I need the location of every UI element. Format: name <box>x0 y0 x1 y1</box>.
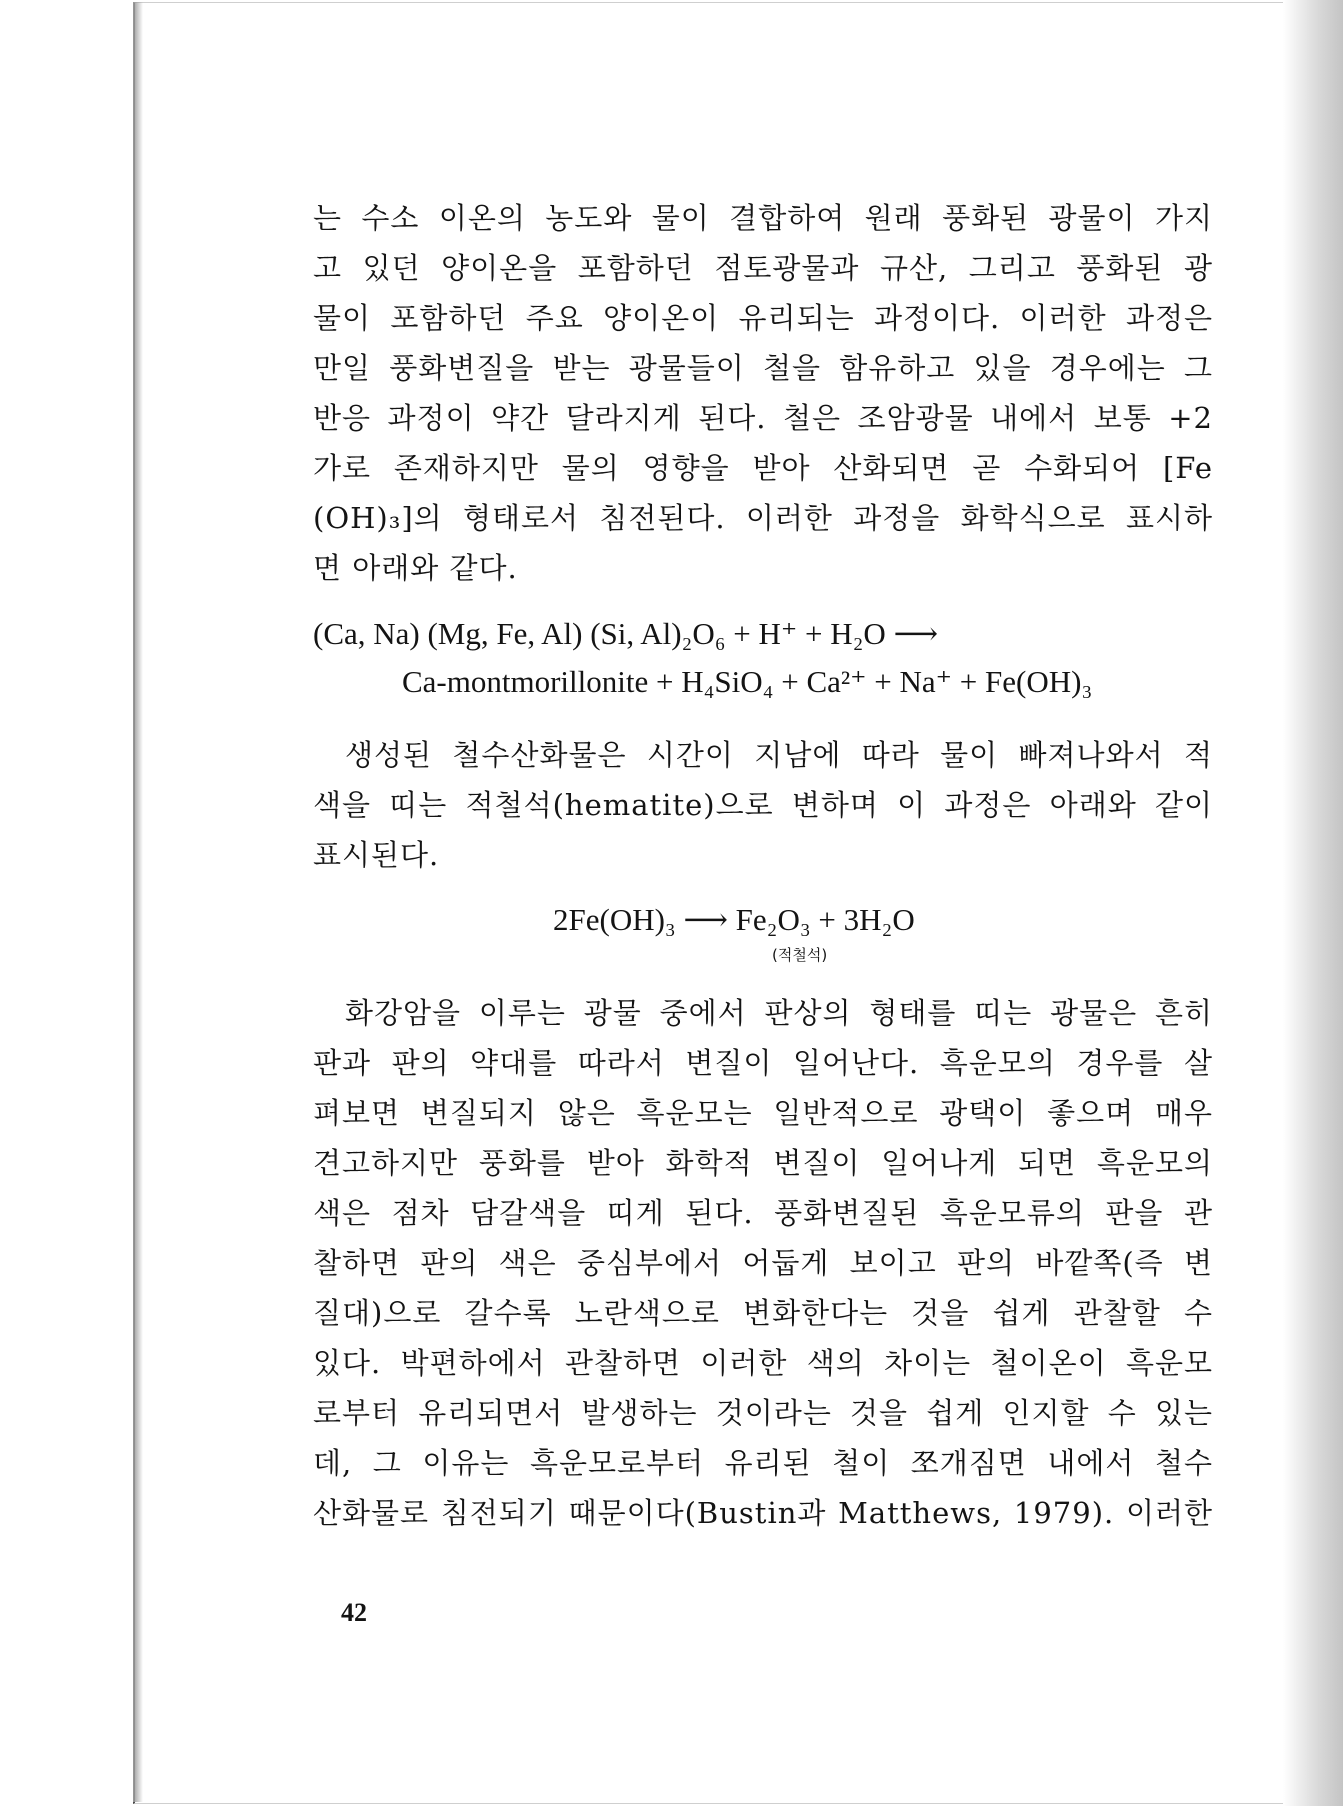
equation-2-label: (적철석) <box>772 946 828 964</box>
text-line: 는 수소 이온의 농도와 물이 결합하여 원래 풍화된 광물이 가지 <box>313 201 1213 235</box>
text-line: 가로 존재하지만 물의 영향을 받아 산화되면 곧 수화되어 [Fe <box>313 451 1213 485</box>
text-line: 색을 띠는 적철석(hematite)으로 변하며 이 과정은 아래와 같이 <box>313 788 1213 822</box>
text-line: 견고하지만 풍화를 받아 화학적 변질이 일어나게 되면 흑운모의 <box>313 1146 1213 1180</box>
spine-shadow <box>133 2 143 1802</box>
paragraph-3 <box>313 988 1213 1538</box>
text-line: 펴보면 변질되지 않은 흑운모는 일반적으로 광택이 좋으며 매우 <box>313 1096 1213 1130</box>
text-line: (OH)₃]의 형태로서 침전된다. 이러한 과정을 화학식으로 표시하 <box>313 501 1213 535</box>
text-line: 생성된 철수산화물은 시간이 지남에 따라 물이 빠져나와서 적 <box>345 738 1213 772</box>
text-line: 면 아래와 같다. <box>313 551 518 585</box>
equation-1-line-1: (Ca, Na) (Mg, Fe, Al) (Si, Al)₂O₆ + H⁺ + H₂O ⟶ <box>313 616 939 651</box>
text-line: 화강암을 이루는 광물 중에서 판상의 형태를 띠는 광물은 흔히 <box>345 996 1213 1030</box>
text-line: 만일 풍화변질을 받는 광물들이 철을 함유하고 있을 경우에는 그 <box>313 351 1213 385</box>
paragraph-2 <box>313 730 1213 880</box>
text-line: 반응 과정이 약간 달라지게 된다. 철은 조암광물 내에서 보통 +2 <box>313 401 1213 435</box>
equation-2: 2Fe(OH)₃ ⟶ Fe₂O₃ + 3H₂O <box>553 902 915 937</box>
text-line: 있다. 박편하에서 관찰하면 이러한 색의 차이는 철이온이 흑운모 <box>313 1346 1213 1380</box>
page-edge-shadow <box>1283 0 1343 1806</box>
text-line: 산화물로 침전되기 때문이다(Bustin과 Matthews, 1979). 이러한 <box>313 1496 1213 1530</box>
equation-1-line-2: Ca-montmorillonite + H₄SiO₄ + Ca²⁺ + Na⁺ + Fe(OH)₃ <box>402 664 1093 699</box>
text-line: 표시된다. <box>313 838 440 872</box>
text-line: 데, 그 이유는 흑운모로부터 유리된 철이 쪼개짐면 내에서 철수 <box>313 1446 1213 1480</box>
text-line: 물이 포함하던 주요 양이온이 유리되는 과정이다. 이러한 과정은 <box>313 301 1213 335</box>
text-line: 판과 판의 약대를 따라서 변질이 일어난다. 흑운모의 경우를 살 <box>313 1046 1213 1080</box>
text-line: 색은 점차 담갈색을 띠게 된다. 풍화변질된 흑운모류의 판을 관 <box>313 1196 1213 1230</box>
text-line: 고 있던 양이온을 포함하던 점토광물과 규산, 그리고 풍화된 광 <box>313 251 1213 285</box>
text-line: 찰하면 판의 색은 중심부에서 어둡게 보이고 판의 바깥쪽(즉 변 <box>313 1246 1213 1280</box>
text-line: 질대)으로 갈수록 노란색으로 변화한다는 것을 쉽게 관찰할 수 <box>313 1296 1213 1330</box>
paragraph-1 <box>313 193 1213 593</box>
page-number: 42 <box>341 1598 367 1627</box>
text-line: 로부터 유리되면서 발생하는 것이라는 것을 쉽게 인지할 수 있는 <box>313 1396 1213 1430</box>
